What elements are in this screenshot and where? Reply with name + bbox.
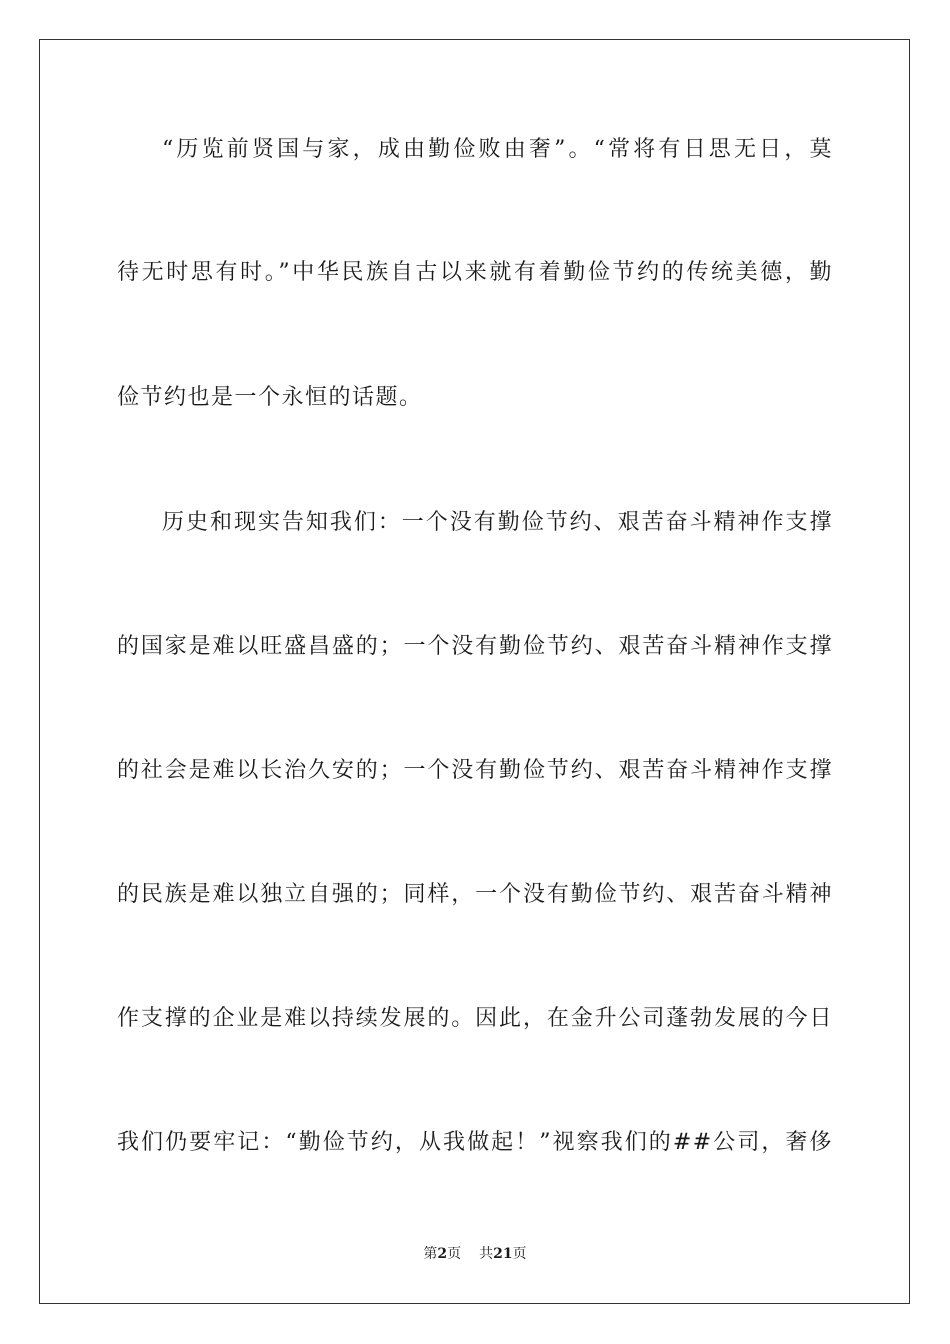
footer-page-suffix: 页 xyxy=(447,1246,462,1262)
paragraph-2-line-3: 的社会是难以长治久安的；一个没有勤俭节约、艰苦奋斗精神作支撑 xyxy=(117,758,833,783)
paragraph-2-line-1: 历史和现实告知我们：一个没有勤俭节约、艰苦奋斗精神作支撑 xyxy=(162,510,833,535)
footer-total-suffix: 页 xyxy=(512,1246,527,1262)
page-border xyxy=(39,39,910,1304)
footer-page-prefix: 第 xyxy=(423,1246,438,1262)
page-footer xyxy=(0,1245,950,1263)
footer-total-prefix: 共 xyxy=(479,1246,494,1262)
paragraph-2-line-5: 作支撑的企业是难以持续发展的。因此，在金升公司蓬勃发展的今日 xyxy=(117,1006,833,1031)
paragraph-2-line-4: 的民族是难以独立自强的；同样，一个没有勤俭节约、艰苦奋斗精神 xyxy=(117,882,833,907)
footer-total-pages: 21 xyxy=(493,1246,513,1262)
paragraph-1-line-2: 待无时思有时。”中华民族自古以来就有着勤俭节约的传统美德，勤 xyxy=(117,260,833,285)
footer-page-number: 2 xyxy=(437,1246,448,1262)
paragraph-2-line-2: 的国家是难以旺盛昌盛的；一个没有勤俭节约、艰苦奋斗精神作支撑 xyxy=(117,634,833,659)
paragraph-1-line-3: 俭节约也是一个永恒的话题。 xyxy=(117,385,423,410)
paragraph-2-line-6: 我们仍要牢记：“勤俭节约，从我做起！”视察我们的##公司，奢侈 xyxy=(117,1130,833,1155)
paragraph-1-line-1: “历览前贤国与家，成由勤俭败由奢”。“常将有日思无日，莫 xyxy=(162,137,833,162)
